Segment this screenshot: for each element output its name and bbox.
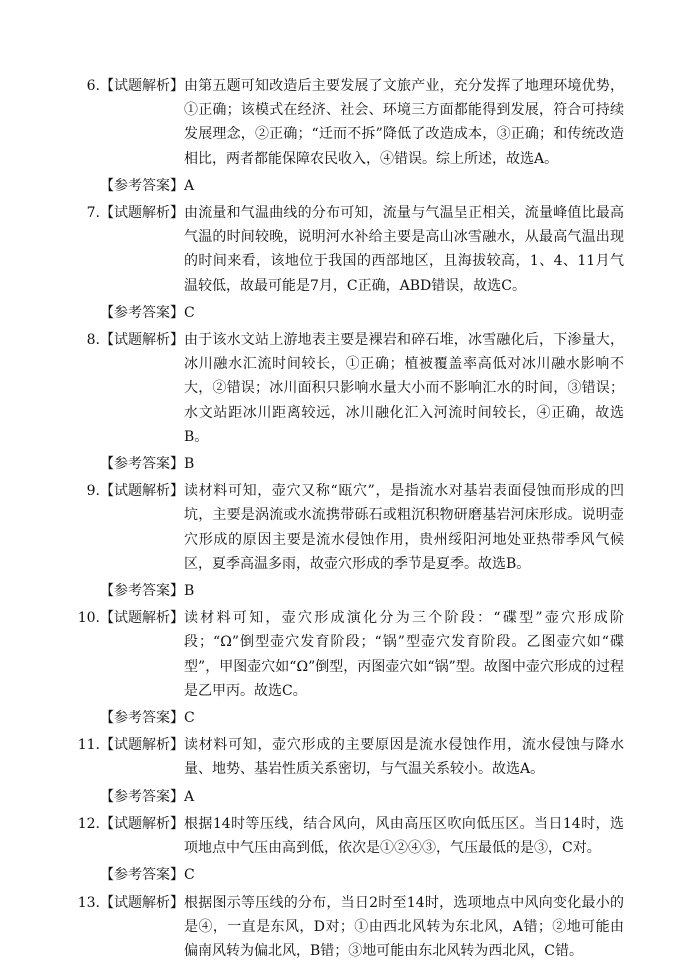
answer-value: C: [184, 710, 195, 727]
answer-value: A: [184, 788, 195, 805]
analysis-label: 【试题解析】: [100, 610, 184, 627]
answer-label: 【参考答案】: [100, 304, 184, 321]
question-11: [72, 733, 624, 809]
analysis-text: 读材料可知，壶穴形成演化分为三个阶段：“碟型”壶穴形成阶段；“Ω”倒型壶穴发育阶段；“锅”型壶穴发育阶段。乙图壶穴如“碟型”，甲图壶穴如“Ω”倒型，丙图壶穴如“锅”型。故图中壶穴形成的过程是乙甲丙。故选C。: [184, 610, 624, 699]
analysis-label: 【试题解析】: [100, 737, 184, 754]
answer-label: 【参考答案】: [100, 788, 184, 805]
question-number: 8.: [86, 332, 100, 349]
answer-value: A: [184, 177, 195, 194]
answer-label: 【参考答案】: [100, 177, 184, 194]
analysis-label: 【试题解析】: [100, 894, 184, 911]
answer-explanations: [72, 74, 624, 963]
answer-value: C: [184, 867, 195, 884]
question-number: 9.: [86, 483, 100, 500]
answer-label: 【参考答案】: [100, 456, 184, 473]
analysis-text: 由第五题可知改造后主要发展了文旅产业，充分发挥了地理环境优势，①正确；该模式在经济、社会、环境三方面都能得到发展，符合可持续发展理念，②正确；“迁而不拆”降低了改造成本，③正确；和传统改造相比，两者都能保障农民收入，④错误。综上所述，故选A。: [184, 78, 624, 167]
analysis-text: 根据14时等压线，结合风向，风由高压区吹向低压区。当日14时，选项地点中气压由高到低，依次是①②④③，气压最低的是③，C对。: [184, 815, 624, 857]
analysis-label: 【试题解析】: [100, 483, 184, 500]
question-number: 12.: [77, 815, 100, 832]
answer-label: 【参考答案】: [100, 710, 184, 727]
question-number: 6.: [86, 78, 100, 94]
analysis-label: 【试题解析】: [100, 815, 184, 832]
question-10: [72, 606, 624, 730]
analysis-label: 【试题解析】: [100, 332, 184, 349]
question-9: [72, 479, 624, 603]
analysis-label: 【试题解析】: [100, 78, 184, 94]
answer-value: C: [184, 304, 195, 321]
question-number: 11.: [77, 737, 100, 754]
analysis-text: 由流量和气温曲线的分布可知，流量与气温呈正相关，流量峰值比最高气温的时间较晚，说明河水补给主要是高山冰雪融水，从最高气温出现的时间来看，该地位于我国的西部地区，且海拔较高，1、4、11月气温较低，故最可能是7月，C正确，ABD错误，故选C。: [184, 205, 624, 294]
analysis-text: 根据图示等压线的分布，当日2时至14时，选项地点中风向变化最小的是④，一直是东风，D对；①由西北风转为东北风，A错；②地可能由偏南风转为偏北风，B错；③地可能由东北风转为西北风，C错。: [184, 894, 624, 959]
question-number: 13.: [77, 894, 100, 911]
answer-value: B: [184, 583, 195, 600]
question-12: [72, 812, 624, 888]
analysis-text: 读材料可知，壶穴又称“瓯穴”，是指流水对基岩表面侵蚀而形成的凹坑，主要是涡流或水流携带砾石或粗沉积物研磨基岩河床形成。说明壶穴形成的原因主要是流水侵蚀作用，贵州绥阳河地处亚热带季风气候区，夏季高温多雨，故壶穴形成的季节是夏季。故选B。: [184, 483, 624, 572]
question-number: 7.: [86, 205, 100, 222]
question-number: 10.: [77, 610, 100, 627]
question-13: [72, 891, 624, 964]
analysis-text: 由于该水文站上游地表主要是裸岩和碎石堆，冰雪融化后，下渗量大，冰川融水汇流时间较长，①正确；植被覆盖率高低对冰川融水影响不大，②错误；冰川面积只影响水量大小而不影响汇水的时间，③错误；水文站距冰川距离较远，冰川融化汇入河流时间较长，④正确，故选B。: [184, 332, 624, 445]
question-6: [72, 74, 624, 198]
question-8: [72, 328, 624, 476]
question-7: [72, 201, 624, 325]
answer-label: 【参考答案】: [100, 583, 184, 600]
answer-label: 【参考答案】: [100, 867, 184, 884]
answer-value: B: [184, 456, 195, 473]
analysis-label: 【试题解析】: [100, 205, 184, 222]
analysis-text: 读材料可知，壶穴形成的主要原因是流水侵蚀作用，流水侵蚀与降水量、地势、基岩性质关系密切，与气温关系较小。故选A。: [184, 737, 624, 778]
